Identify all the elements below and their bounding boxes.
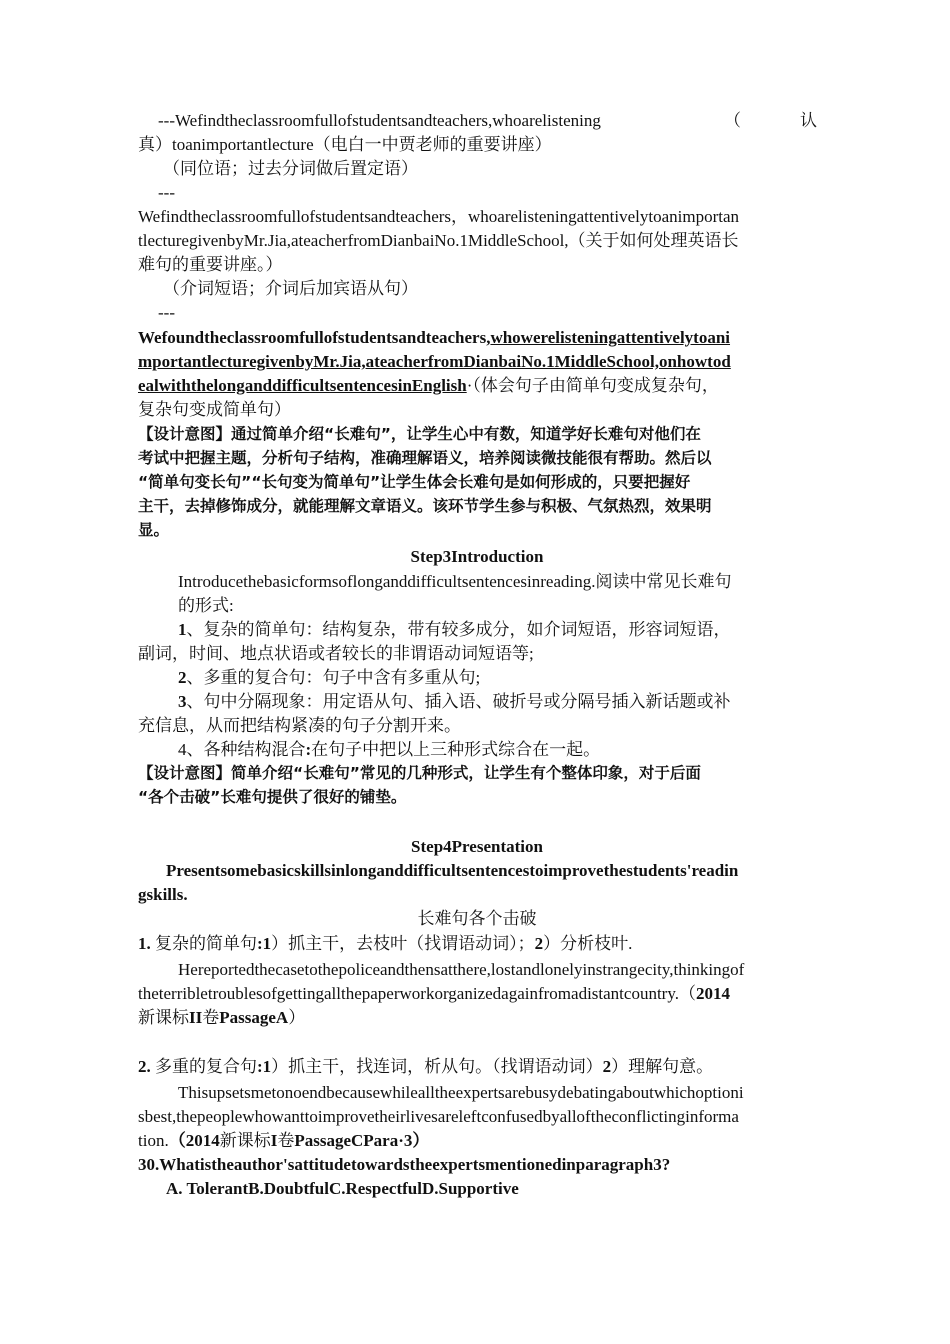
text-line (138, 570, 856, 593)
intro-text: Introducethebasicformsoflonganddifficultsentencesinreading. (178, 572, 596, 591)
item-text: 、复杂的简单句：结构复杂，带有较多成分，如介词短语，形容词短语， (186, 620, 731, 639)
example-line: sbest,thepeoplewhowanttoimprovetheirlivesareleftconfusedbyalloftheconflictinginforma (138, 1107, 739, 1126)
text-line: 真）toanimportantlecture（电白一中贾老师的重要讲座） (138, 135, 552, 154)
source-text: 新课标 (219, 1131, 271, 1150)
design-intent-line: 【设计意图】简单介绍“长难句”常见的几种形式，让学生有个整体印象，对于后面 (138, 764, 701, 782)
bold-sentence-line (138, 374, 816, 397)
intro-text: 阅读中常见长难句 (595, 572, 732, 591)
source-text: （2014 (168, 1131, 220, 1150)
source-line (138, 1129, 816, 1152)
example-line: Hereportedthecasetothepoliceandthensatthere,lostandlonelyinstrangecity,thinkingof (178, 960, 745, 979)
skill-heading (138, 1055, 816, 1078)
list-item (138, 618, 856, 641)
design-intent-line: “各个击破”长难句提供了很好的铺垫。 (138, 788, 407, 806)
annotation-text: ·（体会句子由简单句变成复杂句， (466, 376, 719, 395)
annotation-line: （介词短语；介词后加宾语从句） (163, 279, 418, 298)
step-number: :1 (257, 1057, 272, 1076)
underlined-text: ealwiththelonganddifficultsentencesinEnglish (138, 376, 467, 395)
list-item (138, 666, 856, 689)
skill-text: ）理解句意。 (611, 1057, 714, 1076)
answer-options: A. TolerantB.DoubtfulC.RespectfulD.Supportive (166, 1179, 519, 1198)
source-line (138, 1006, 816, 1029)
design-intent-line: 【设计意图】通过简单介绍“长难句”，让学生心中有数，知道学好长难句对他们在 (138, 425, 701, 443)
item-text: 、多重的复合句：句子中含有多重从句; (186, 668, 481, 687)
text-line (138, 109, 816, 132)
design-intent-line: 显。 (138, 521, 170, 539)
bold-sentence-line (138, 326, 816, 349)
source-year: 2014 (695, 984, 730, 1003)
source-text: PassageA (219, 1008, 289, 1027)
source-text: I (270, 1131, 278, 1150)
skill-heading (138, 932, 816, 955)
example-line: Thisupsetsmetonoendbecausewhilealltheexpertsarebusydebatingaboutwhichoptioni (178, 1083, 744, 1102)
underlined-sentence-line: mportantlecturegivenbyMr.Jia,ateacherfromDianbaiNo.1MiddleSchool,onhowtod (138, 352, 731, 371)
skill-text: 复杂的简单句 (150, 934, 257, 953)
list-item (138, 738, 856, 761)
annotation-line: （同位语；过去分词做后置定语） (163, 159, 418, 178)
text-line: 复杂句变成简单句） (138, 400, 291, 419)
item-number: 1. (138, 934, 151, 953)
item-number: 3 (178, 692, 187, 711)
char-text: 认 (800, 111, 817, 130)
text-line: 副词，时间、地点状语或者较长的非谓语动词短语等; (138, 644, 534, 663)
example-text: theterribletroublesofgettingallthepaperworkorganizedagainfromadistantcountry.（ (138, 984, 696, 1003)
colon: : (305, 740, 312, 759)
skill-text: ）抓主干，找连词，析从句。（找谓语动词） (271, 1057, 603, 1076)
source-text: 卷 (277, 1131, 295, 1150)
text-line: Presentsomebasicskillsinlonganddifficultsentencestoimprovethestudents'readin (166, 861, 739, 880)
dash-line: --- (158, 303, 175, 322)
source-text: 新课标 (138, 1008, 189, 1027)
item-number: 1 (178, 620, 187, 639)
paren-open: （ (724, 111, 741, 130)
step-number: :1 (257, 934, 272, 953)
underlined-text: whowerelisteningattentivelytoani (490, 328, 731, 347)
subsection-title: 长难句各个击破 (417, 909, 537, 928)
step-number: 2 (602, 1057, 612, 1076)
skill-text: ）分析枝叶. (543, 934, 633, 953)
item-text: 、句中分隔现象：用定语从句、插入语、破折号或分隔号插入新话题或补 (186, 692, 731, 711)
source-text: ） (288, 1008, 306, 1027)
skill-text: ）抓主干，去枝叶（找谓语动词）； (271, 934, 535, 953)
item-text: 在句子中把以上三种形式综合在一起。 (311, 740, 601, 759)
text-line: gskills. (138, 885, 188, 904)
section-heading: Step4Presentation (411, 837, 543, 856)
sentence-text: ---Wefindtheclassroomfullofstudentsandteachers,whoarelistening (158, 111, 601, 130)
example-text: tion. (138, 1131, 169, 1150)
text-line: 难句的重要讲座。） (138, 255, 283, 274)
item-number: 2 (178, 668, 187, 687)
question-text: 30.Whatistheauthor'sattitudetowardstheexpertsmentionedinparagraph3? (138, 1155, 671, 1174)
step-number: 2 (534, 934, 544, 953)
text-line: 的形式: (178, 596, 234, 615)
section-heading: Step3Introduction (410, 547, 544, 566)
bold-text: Wefoundtheclassroomfullofstudentsandteachers, (138, 328, 491, 347)
text-line: Wefindtheclassroomfullofstudentsandteachers，whoarelisteningattentivelytoanimportan (138, 207, 740, 226)
item-number: 2. (138, 1057, 151, 1076)
design-intent-line: “简单句变长句”“长句变为简单句”让学生体会长难句是如何形成的，只要把握好 (138, 473, 691, 491)
dash-line: --- (158, 183, 175, 202)
source-text: PassageCPara·3） (294, 1131, 430, 1150)
text-line: tlecturegivenbyMr.Jia,ateacherfromDianbaiNo.1MiddleSchool,（关于如何处理英语长 (138, 231, 739, 250)
source-text: II (189, 1008, 203, 1027)
list-item (138, 690, 856, 713)
example-line (138, 982, 816, 1005)
skill-text: 多重的复合句 (150, 1057, 257, 1076)
source-text: 卷 (202, 1008, 220, 1027)
design-intent-line: 考试中把握主题，分析句子结构，准确理解语义，培养阅读微技能很有帮助。然后以 (138, 449, 712, 467)
design-intent-line: 主干，去掉修饰成分，就能理解文章语义。该环节学生参与积极、气氛热烈，效果明 (138, 497, 712, 515)
text-line: 充信息，从而把结构紧凑的句子分割开来。 (138, 716, 461, 735)
item-text: 4、各种结构混合 (178, 740, 306, 759)
